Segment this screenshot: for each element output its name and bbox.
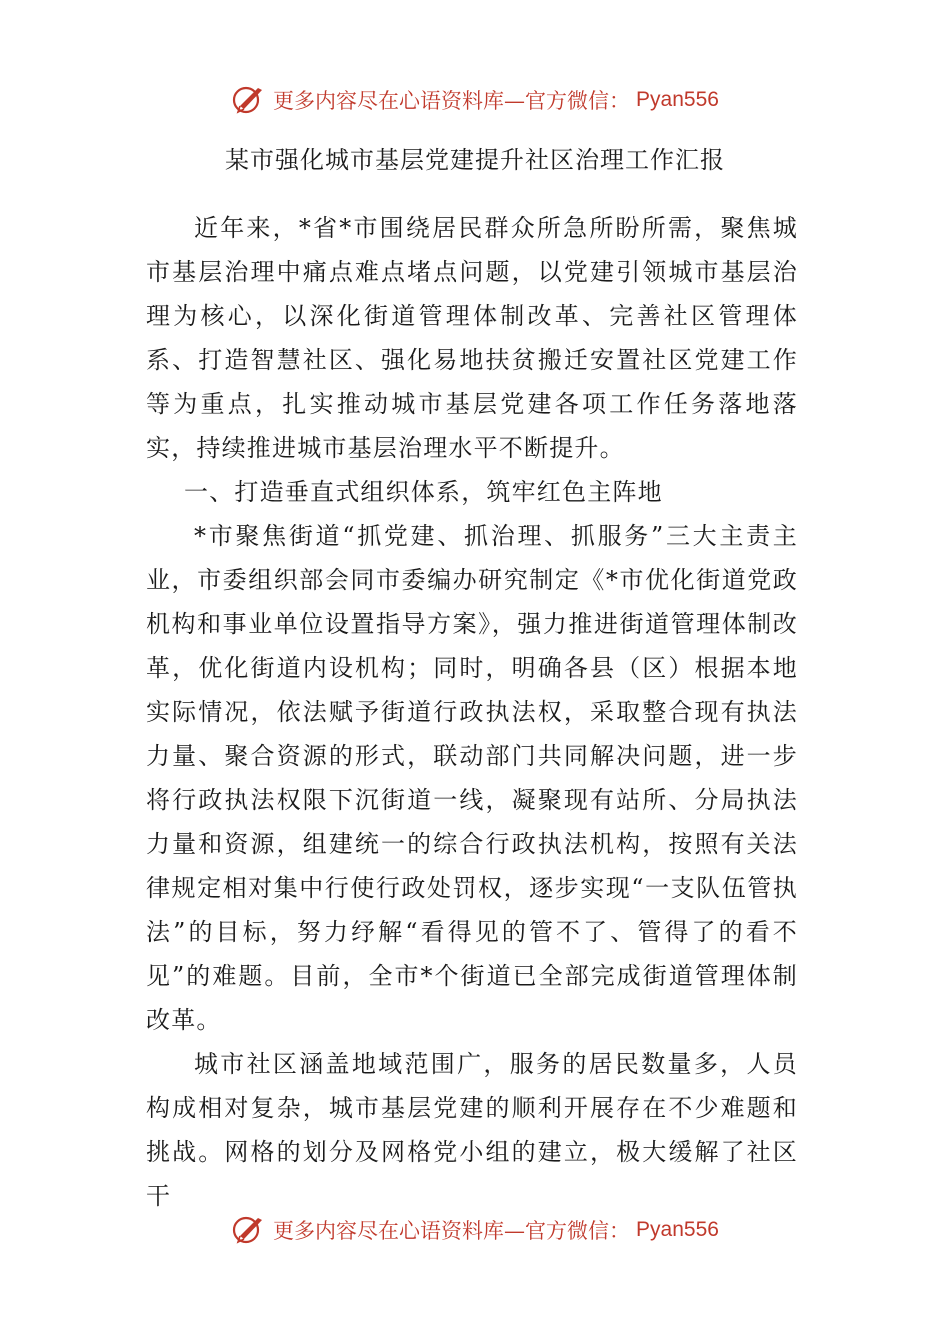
- watermark-text: 更多内容尽在心语资料库—官方微信：: [273, 1219, 631, 1243]
- paragraph-community: 城市社区涵盖地域范围广，服务的居民数量多，人员构成相对复杂，城市基层党建的顺利开展存在不少难题和挑战。网格的划分及网格党小组的建立，极大缓解了社区干: [146, 1050, 798, 1210]
- document-title: 某市强化城市基层党建提升社区治理工作汇报: [225, 146, 725, 174]
- pen-logo-icon: [231, 82, 267, 118]
- paragraph-section-1: *市聚焦街道“抓党建、抓治理、抓服务”三大主责主业，市委组织部会同市委编办研究制定《*市优化街道党政机构和事业单位设置指导方案》，强力推进街道管理体制改革，优化街道内设机构；同时，明确各县（区）根据本地实际情况，依法赋予街道行政执法权，采取整合现有执法力量、聚合资源的形式，联动部门共同解决问题，进一步将行政执法权限下沉街道一线，凝聚现有站所、分局执法力量和资源，组建统一的综合行政执法机构，按照有关法律规定相对集中行使行政处罚权，逐步实现“一支队伍管执法”的目标，努力纾解“看得见的管不了、管得了的看不见”的难题。目前，全市*个街道已全部完成街道管理体制改革。: [146, 522, 798, 1034]
- watermark-text: 更多内容尽在心语资料库—官方微信：: [273, 89, 631, 113]
- section-heading-1: 一、打造垂直式组织体系，筑牢红色主阵地: [184, 478, 663, 506]
- watermark-id: Pyan556: [636, 1218, 719, 1241]
- pen-logo-icon: [231, 1212, 267, 1248]
- document-body: [146, 206, 798, 1218]
- watermark-footer: [0, 1212, 950, 1248]
- paragraph-intro: 近年来，*省*市围绕居民群众所急所盼所需，聚焦城市基层治理中痛点难点堵点问题，以党建引领城市基层治理为核心，以深化街道管理体制改革、完善社区管理体系、打造智慧社区、强化易地扶贫搬迁安置社区党建工作等为重点，扎实推动城市基层党建各项工作任务落地落实，持续推进城市基层治理水平不断提升。: [146, 214, 798, 462]
- watermark-id: Pyan556: [636, 88, 719, 111]
- watermark-header: [0, 82, 950, 118]
